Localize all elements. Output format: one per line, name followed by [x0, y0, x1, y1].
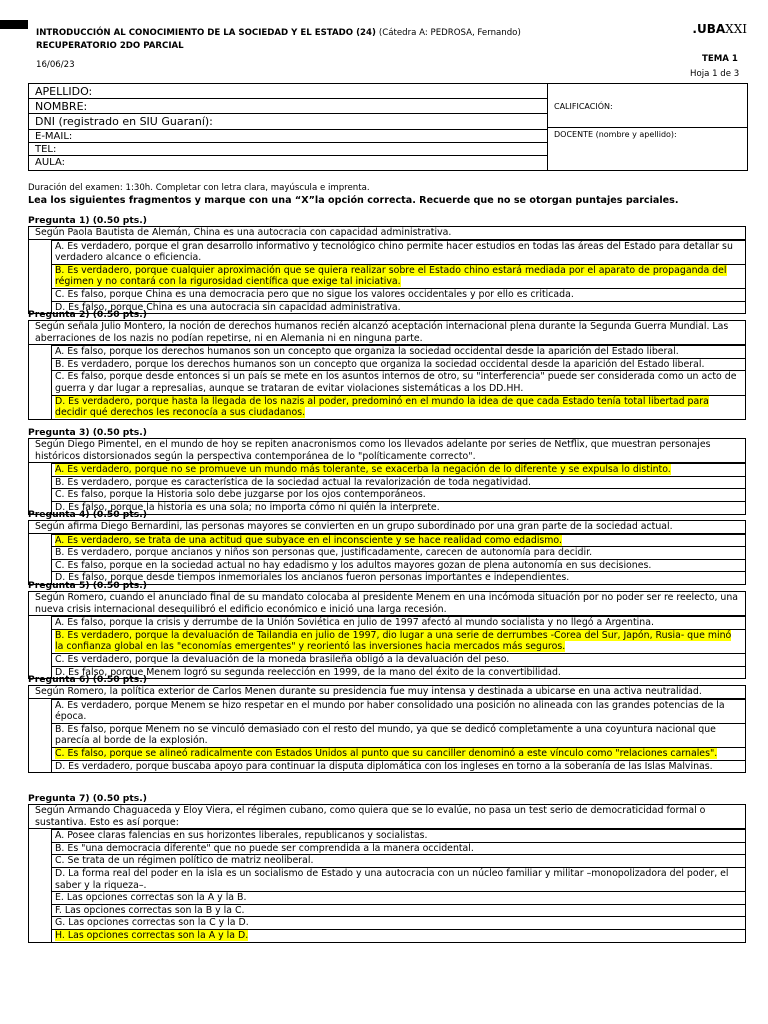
option-a[interactable]: A. Es verdadero, se trata de una actitud que subyace en el inconsciente y se hace realidad como edadismo.: [51, 534, 745, 547]
question-stem: Según Paola Bautista de Alemán, China es una autocracia con capacidad administrativa.: [29, 227, 745, 240]
corner-mark: [0, 20, 28, 29]
tel-field[interactable]: TEL:: [29, 143, 547, 156]
docente-label: DOCENTE (nombre y apellido):: [554, 130, 677, 139]
question-4: [28, 510, 746, 585]
apellido-field[interactable]: APELLIDO:: [29, 84, 547, 99]
page-indicator: Hoja 1 de 3: [690, 69, 740, 79]
option-b[interactable]: B. Es "una democracia diferente" que no puede ser comprendida a la manera occidental.: [51, 842, 745, 855]
question-stem: Según Romero, cuando el anunciado final de su mandato colocaba al presidente Menem en una incómoda situación por no poder ser re reelecto, una nueva crisis internacional desequilibró el edificio económico e inició una larga recesión.: [29, 592, 745, 616]
catedra-label: (Cátedra A: PEDROSA, Fernando): [378, 28, 521, 38]
option-b[interactable]: B. Es falso, porque Menem no se vinculó demasiado con el resto del mundo, ya que se dedicó completamente a una coyuntura nacional que parecía al borde de la explosión.: [51, 723, 745, 747]
option-d[interactable]: D. Es falso, porque Menem logró su segunda reelección en 1999, de la mano del éxito de la convertibilidad.: [51, 666, 745, 679]
question-6: [28, 675, 746, 773]
question-stem: Según señala Julio Montero, la noción de derechos humanos recién alcanzó aceptación internacional plena durante la Segunda Guerra Mundial. Las aberraciones de los nazis no podían repetirse, ni en Alemania ni en ninguna parte.: [29, 321, 745, 345]
option-a[interactable]: A. Es verdadero, porque el gran desarrollo informativo y tecnológico chino permite hacer estudios en todas las áreas del Estado para detallar su verdadero alcance o eficiencia.: [51, 240, 745, 264]
option-c[interactable]: C. Es falso, porque en la sociedad actual no hay edadismo y los adultos mayores gozan de plena autonomía en sus decisiones.: [51, 559, 745, 572]
question-label: Pregunta 4) (0.50 pts.): [28, 509, 147, 520]
question-label: Pregunta 7) (0.50 pts.): [28, 793, 147, 804]
question-stem: Según Armando Chaguaceda y Eloy Viera, el régimen cubano, como quiera que se lo evalúe, no pasa un test serio de democraticidad formal o sustantiva. Esto es así porque:: [29, 805, 745, 829]
option-d[interactable]: D. La forma real del poder en la isla es un socialismo de Estado y una autocracia con un núcleo familiar y militar –monopolizadora del poder, el saber y la riqueza–.: [51, 867, 745, 891]
exam-title: INTRODUCCIÓN AL CONOCIMIENTO DE LA SOCIEDAD Y EL ESTADO (24) (Cátedra A: PEDROSA, Fernando): [36, 28, 521, 38]
option-b[interactable]: B. Es verdadero, porque los derechos humanos son un concepto que organiza la sociedad occidental desde la aparición del Estado liberal.: [51, 358, 745, 371]
option-b[interactable]: B. Es verdadero, porque es característica de la sociedad actual la revalorización de toda negatividad.: [51, 476, 745, 489]
option-c[interactable]: C. Es verdadero, porque la devaluación de la moneda brasileña obligó a la devaluación del peso.: [51, 653, 745, 666]
option-a[interactable]: A. Es verdadero, porque no se promueve un mundo más tolerante, se exacerba la negación de lo diferente y se expulsa lo distinto.: [51, 463, 745, 476]
option-d[interactable]: D. Es verdadero, porque buscaba apoyo para continuar la disputa diplomática con los ingleses en torno a la soberanía de las Islas Malvinas.: [51, 760, 745, 773]
question-3: [28, 428, 746, 515]
option-g[interactable]: G. Las opciones correctas son la C y la D.: [51, 916, 745, 929]
dni-field[interactable]: DNI (registrado en SIU Guaraní):: [29, 114, 547, 130]
option-a[interactable]: A. Es falso, porque la crisis y derrumbe de la Unión Soviética en julio de 1997 afectó al mundo socialista y no llegó a Argentina.: [51, 616, 745, 629]
option-a[interactable]: A. Es verdadero, porque Menem se hizo respetar en el mundo por haber consolidado una posición no alineada con las grandes potencias de la época.: [51, 699, 745, 723]
question-label: Pregunta 6) (0.50 pts.): [28, 674, 147, 685]
student-info-box: [28, 83, 748, 171]
uba-logo: .UBAXXI: [692, 22, 747, 36]
question-stem: Según Diego Pimentel, en el mundo de hoy se repiten anacronismos como los llevados adelante por series de Netflix, que muestran personajes históricos distorsionados según la perspectiva contemporánea de lo "políticamente correcto".: [29, 439, 745, 463]
option-e[interactable]: E. Las opciones correctas son la A y la B.: [51, 891, 745, 904]
question-stem: Según afirma Diego Bernardini, las personas mayores se convierten en un grupo subordinado por una gran parte de la sociedad actual.: [29, 521, 745, 534]
option-c[interactable]: C. Se trata de un régimen político de matriz neoliberal.: [51, 854, 745, 867]
question-5: [28, 581, 746, 679]
option-f[interactable]: F. Las opciones correctas son la B y la C.: [51, 904, 745, 917]
option-d[interactable]: D. Es falso, porque desde tiempos inmemoriales los ancianos fueron personas importantes e independientes.: [51, 571, 745, 584]
aula-field[interactable]: AULA:: [35, 157, 65, 168]
exam-subtitle: RECUPERATORIO 2DO PARCIAL: [36, 41, 184, 51]
option-a[interactable]: A. Es falso, porque los derechos humanos son un concepto que organiza la sociedad occidental desde la aparición del Estado liberal.: [51, 345, 745, 358]
duration-note: Duración del examen: 1:30h. Completar con letra clara, mayúscula e imprenta.: [28, 183, 370, 193]
option-d[interactable]: D. Es falso, porque China es una autocracia sin capacidad administrativa.: [51, 301, 745, 314]
tema-label: TEMA 1: [702, 54, 738, 64]
instructions: Lea los siguientes fragmentos y marque con una “X”la opción correcta. Recuerde que no se otorgan puntajes parciales.: [28, 195, 679, 206]
option-c[interactable]: C. Es falso, porque China es una democracia pero que no sigue los valores occidentales y por ello es criticada.: [51, 288, 745, 301]
option-c[interactable]: C. Es falso, porque la Historia solo debe juzgarse por los ojos contemporáneos.: [51, 488, 745, 501]
question-7: [28, 794, 746, 943]
divider: [547, 127, 747, 128]
option-h[interactable]: H. Las opciones correctas son la A y la D.: [51, 929, 745, 942]
option-d[interactable]: D. Es falso, porque la historia es una sola; no importa cómo ni quién la interprete.: [51, 501, 745, 514]
exam-date: 16/06/23: [36, 60, 75, 70]
option-b[interactable]: B. Es verdadero, porque cualquier aproximación que se quiera realizar sobre el Estado chino estará mediada por el aparato de propaganda del régimen y no contará con la rigurosidad científica que exige tal iniciativa.: [51, 264, 745, 288]
option-d[interactable]: D. Es verdadero, porque hasta la llegada de los nazis al poder, predominó en el mundo la idea de que cada Estado tenía total libertad para decidir qué derechos les reconocía a sus ciudadanos.: [51, 395, 745, 419]
option-b[interactable]: B. Es verdadero, porque la devaluación de Tailandia en julio de 1997, dio lugar a una serie de derrumbes -Corea del Sur, Japón, Rusia- que minó la confianza global en las "economías emergentes" y reorientó las inversiones hacia mercados más seguros.: [51, 629, 745, 653]
email-field[interactable]: E-MAIL:: [29, 130, 547, 143]
question-label: Pregunta 3) (0.50 pts.): [28, 427, 147, 438]
calificacion-label: CALIFICACIÓN:: [554, 102, 613, 111]
question-1: [28, 216, 746, 314]
option-c[interactable]: C. Es falso, porque se alineó radicalmente con Estados Unidos al punto que su canciller denominó a este vínculo como "relaciones carnales".: [51, 747, 745, 760]
option-c[interactable]: C. Es falso, porque desde entonces si un país se mete en los asuntos internos de otro, su "interferencia" puede ser considerada como un acto de guerra y dar lugar a represalias, aunque se trataran de evitar violaciones sistemáticas a los DD.HH.: [51, 370, 745, 394]
option-b[interactable]: B. Es verdadero, porque ancianos y niños son personas que, justificadamente, carecen de autonomía para decidir.: [51, 546, 745, 559]
question-stem: Según Romero, la política exterior de Carlos Menen durante su presidencia fue muy intensa y destinada a ubicarse en una activa neutralidad.: [29, 686, 745, 699]
option-a[interactable]: A. Posee claras falencias en sus horizontes liberales, republicanos y socialistas.: [51, 829, 745, 842]
question-2: [28, 310, 746, 420]
question-label: Pregunta 1) (0.50 pts.): [28, 215, 147, 226]
nombre-field[interactable]: NOMBRE:: [29, 99, 547, 114]
question-label: Pregunta 5) (0.50 pts.): [28, 580, 147, 591]
question-label: Pregunta 2) (0.50 pts.): [28, 309, 147, 320]
